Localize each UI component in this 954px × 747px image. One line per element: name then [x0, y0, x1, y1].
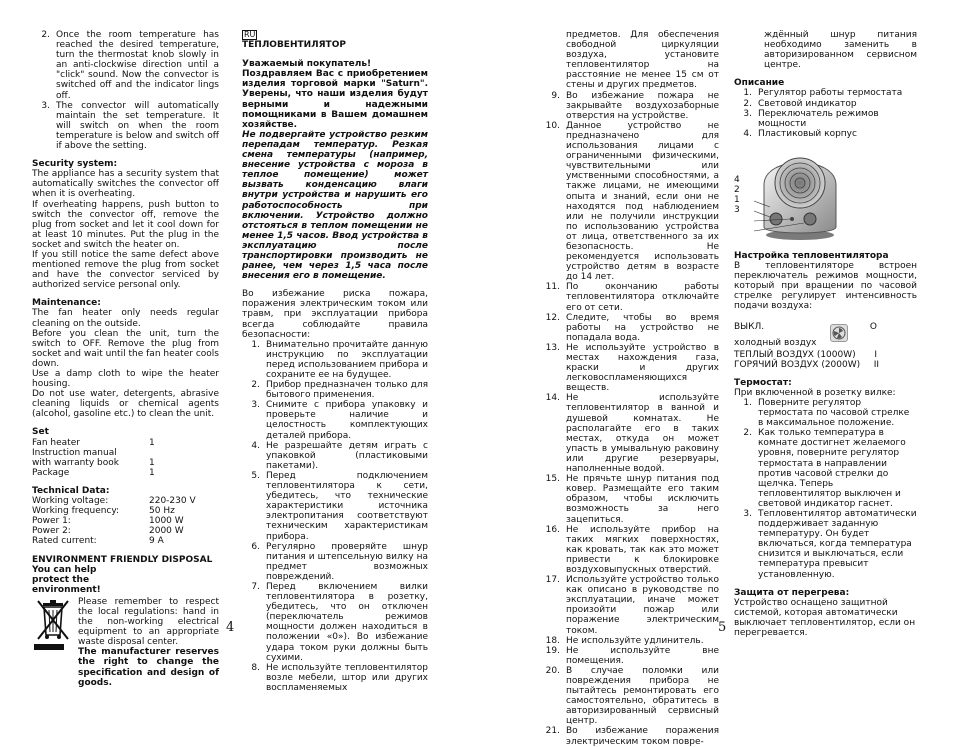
list-item — [542, 525, 719, 575]
item-number: 16. — [545, 524, 560, 535]
item-text: Не используйте тепловентилятор в ванной и душевой комнатах. Не располагайте его в таких местах, откуда он может упасть в умывальную раковину или другие резервуары, наполненные водой. — [566, 393, 719, 475]
item-number: 10. — [545, 120, 560, 131]
set-heading: Set — [32, 427, 49, 438]
item-text: В случае поломки или повреждения прибора не пытайтесь ремонтировать его самостоятельно, обратитесь в авторизированный сервисный центр. — [566, 665, 719, 727]
thermostat-intro: При включенной в розетку вилке: — [734, 387, 896, 398]
item-number: 2. — [251, 380, 260, 391]
tech-value: 220-230 V — [149, 496, 196, 507]
tech-row — [32, 516, 219, 526]
list-item — [734, 398, 917, 428]
item-text: Световой индикатор — [758, 98, 857, 109]
tech-label: Working voltage: — [32, 496, 109, 507]
list-item — [542, 30, 719, 91]
tech-label: Power 1: — [32, 516, 71, 527]
item-number: 9. — [551, 90, 560, 101]
list-item — [242, 471, 428, 542]
tech-row — [32, 536, 219, 546]
item-number: 7. — [251, 581, 260, 592]
continued-text: ждённый шнур питания необходимо заменить в авторизированном сервисном центре. — [764, 30, 917, 71]
list-item — [542, 121, 719, 283]
list-item — [734, 129, 917, 139]
list-item — [542, 646, 719, 666]
set-label: Fan heater — [32, 437, 80, 448]
item-number: 18. — [545, 635, 560, 646]
set-value — [149, 448, 219, 458]
item-text: Следите, чтобы во время работы на устройство не попадала вода. — [566, 312, 719, 343]
disposal-text: Please remember to respect the local regulations: hand in the non-working electrical equipment to an appropriate waste disposal center. — [78, 596, 219, 648]
temperature-warning: Не подвергайте устройство резким перепадам температур. Резкая смена температуры (например, внесение устройства с мороза в теплое помещение) может вызвать конденсацию влаги внутри устройства и нарушить его работоспособность при включении. Устройство должно отстояться в теплом помещении не менее 1,5 часов. Ввод устройства в эксплуатацию после транспортировки производить не ранее, чем через 1,5 часа после внесения его в помещение. — [242, 129, 428, 282]
fan-symbol-row — [734, 332, 917, 350]
item-text: предметов. Для обеспечения свободной циркуляции воздуха, установите тепловентилятор на расстояние не менее 15 см от стены и других предметов. — [566, 30, 719, 91]
tech-label: Rated current: — [32, 536, 97, 547]
list-item — [242, 542, 428, 582]
list-item — [542, 393, 719, 474]
callout-label: 1 — [734, 194, 740, 205]
item-text: Поверните регулятор термостата по часовой стрелке в максимальное положение. — [758, 397, 910, 429]
item-number: 1. — [743, 88, 752, 99]
item-text: Перед подключением тепловентилятора к сети, убедитесь, что технические характеристики источника электропитания соответствуют техническим характеристикам прибора. — [266, 470, 428, 542]
english-column — [32, 30, 219, 688]
set-value: 1 — [149, 437, 155, 448]
item-text: Во избежание поражения электрическим током повре- — [566, 726, 719, 747]
set-label: with warranty book — [32, 457, 119, 468]
list-item — [542, 91, 719, 121]
item-text: Не используйте вне помещения. — [566, 645, 719, 666]
thermostat-steps-list — [32, 30, 219, 151]
item-number: 11. — [545, 282, 560, 293]
tech-row — [32, 526, 219, 536]
list-item — [242, 380, 428, 400]
tech-value: 50 Hz — [149, 506, 175, 517]
mode-symbol: II — [873, 359, 879, 370]
set-table — [32, 438, 219, 478]
item-number: 8. — [251, 662, 260, 673]
item-text: The convector will automatically maintain the set temperature. It will switch on when the room temperature is below and switch off if above the setting. — [56, 100, 219, 152]
item-number: 14. — [545, 393, 560, 404]
product-title: ТЕПЛОВЕНТИЛЯТОР — [242, 40, 346, 51]
list-item — [542, 343, 719, 393]
list-item — [542, 726, 719, 746]
item-number: 2. — [743, 98, 752, 109]
page-number: 4 — [226, 620, 235, 635]
mode-label: ТЕПЛЫЙ ВОЗДУХ (1000W) — [734, 349, 856, 360]
list-item — [542, 636, 719, 646]
item-number: 5. — [251, 470, 260, 481]
list-item — [242, 340, 428, 380]
item-number: 4. — [743, 128, 752, 139]
item-text: Не используйте тепловентилятор возле мебели, штор или других воспламеняемых — [266, 662, 428, 693]
item-text: По окончанию работы тепловентилятора отключайте его от сети. — [566, 282, 719, 313]
tech-value: 1000 W — [149, 516, 184, 527]
list-item — [542, 575, 719, 636]
item-text: Прибор предназначен только для бытового применения. — [266, 380, 428, 401]
item-number: 13. — [545, 342, 560, 353]
item-number: 19. — [545, 645, 560, 656]
list-item — [734, 509, 917, 580]
fan-heater-illustration — [734, 145, 846, 241]
tech-value: 2000 W — [149, 526, 184, 537]
item-text: Переключатель режимов мощности — [758, 108, 879, 129]
item-text: Внимательно прочитайте данную инструкцию по эксплуатации перед использованием прибора и сохраните ее на будущее. — [266, 339, 428, 380]
set-value: 1 — [149, 457, 155, 468]
item-number: 21. — [545, 726, 560, 737]
list-item — [542, 666, 719, 727]
set-value: 1 — [149, 467, 155, 478]
russian-description-column — [734, 30, 917, 638]
overheat-text: Устройство оснащено защитной системой, которая автоматически выключает тепловентилятор, если он перегревается. — [734, 597, 916, 639]
item-text: Не прячьте шнур питания под ковер. Размещайте его таким образом, чтобы исключить возможность за него зацепиться. — [566, 474, 719, 525]
setup-heading: Настройка тепловентилятора — [734, 250, 889, 261]
item-text: Регулятор работы термостата — [758, 88, 903, 99]
item-number: 12. — [545, 312, 560, 323]
set-label: Instruction manual — [32, 447, 117, 458]
overheat-heading: Защита от перегрева: — [734, 587, 850, 598]
set-row — [32, 468, 219, 478]
tech-data-heading: Technical Data: — [32, 485, 110, 496]
safety-list-continued — [542, 30, 719, 747]
mode-symbol: I — [874, 349, 877, 360]
disposal-block — [32, 597, 219, 688]
security-text: The appliance has a security system that automatically switches the convector off when it is overheating. If overheating happens, push button to switch the convector off, remove the plug from socket and let it cool down for at least 10 minutes. Put the plug in the socket and switch the heater on. If you still notice the same defect above mentioned remove the plug from socket and have the convector serviced by authorized service personal only. — [32, 169, 219, 291]
list-item — [242, 400, 428, 440]
item-text: Не используйте удлинитель. — [566, 635, 704, 646]
item-number: 3. — [251, 400, 260, 411]
list-item — [542, 313, 719, 343]
list-item — [242, 441, 428, 471]
maintenance-heading: Maintenance: — [32, 298, 101, 309]
description-list — [734, 88, 917, 138]
item-number: 3. — [743, 509, 752, 519]
mode-hot-row — [734, 360, 917, 370]
tech-data-table — [32, 496, 219, 546]
mode-label: ВЫКЛ. — [734, 321, 765, 332]
list-item — [242, 663, 428, 693]
callout-label: 2 — [734, 184, 740, 195]
item-text: Пластиковый корпус — [758, 128, 857, 139]
thermostat-heading: Термостат: — [734, 377, 792, 388]
item-number: 1. — [743, 397, 752, 408]
fan-mode-icon — [830, 324, 848, 342]
greeting: Уважаемый покупатель! — [242, 59, 372, 70]
set-row — [32, 458, 219, 468]
congratulation-text: Поздравляем Вас с приобретением изделия торговой марки "Saturn". Уверены, что наши изделия будут верными и надежными помощниками в Вашем домашнем хозяйстве. — [242, 69, 428, 130]
item-number: 3. — [41, 100, 50, 111]
maintenance-text: The fan heater only needs regular cleaning on the outside. Before you clean the unit, turn the switch to OFF. Remove the plug from socket and wait until the fan heater cools down. Use a damp cloth to wipe the heater housing. Do not use water, detergents, abrasive cleaning liquids or chemical agents (alcohol, gasoline etc.) to clean the unit. — [32, 308, 219, 420]
list-item — [32, 30, 219, 101]
mode-label: ГОРЯЧИЙ ВОЗДУХ (2000W) — [734, 359, 861, 370]
crossed-bin-icon — [32, 597, 78, 655]
tech-row — [32, 496, 219, 506]
callout-label: 3 — [734, 204, 740, 215]
item-text: Не разрешайте детям играть с упаковкой (пластиковыми пакетами). — [266, 440, 428, 471]
tech-label: Power 2: — [32, 526, 71, 537]
item-text: Данное устройство не предназначено для использования лицами с ограниченными физическими, чувствительными или умственными способностями, а также лицами, не имеющими опыта и знаний, если они не находятся под наблюдением или не получили инструкции по использованию устройства от лица, ответственного за их безопасность. Не рекомендуется использовать устройство детям в возрасте до 14 лет. — [566, 120, 719, 283]
figure-callouts — [734, 175, 740, 215]
tech-value: 9 A — [149, 536, 164, 547]
item-number: 17. — [545, 575, 560, 586]
item-number: 2. — [743, 428, 752, 439]
list-item — [32, 101, 219, 151]
callout-label: 4 — [734, 174, 740, 185]
item-text: Как только температура в комнате достигнет желаемого уровня, поверните регулятор термостата в направлении против часовой стрелки до щелчка. Теперь тепловентилятор выключен и световой индикатор гаснет. — [758, 428, 906, 509]
security-heading: Security system: — [32, 159, 118, 170]
item-number: 4. — [251, 440, 260, 451]
item-number: 6. — [251, 541, 260, 552]
setup-text: В тепловентиляторе встроен переключатель режимов мощности, который при вращении по часовой стрелке регулирует интенсивность подачи воздуха: — [734, 261, 917, 312]
cold-air-label: холодный воздух — [734, 337, 817, 348]
list-item — [542, 282, 719, 312]
item-text: Перед включением вилки тепловентилятора в розетку, убедитесь, что он отключен (переключатель режимов мощности должен находиться в положении «0»). Во избежание удара током руки должны быть сухими. — [266, 581, 428, 663]
list-item — [734, 99, 917, 109]
item-text: Во избежание пожара не закрывайте воздухозаборные отверстия на устройстве. — [566, 90, 719, 121]
item-text: Тепловентилятор автоматически поддерживает заданную температуру. Он будет включаться, когда температура снизится и выключаться, если температура превысит установленную. — [758, 509, 917, 580]
item-text: Регулярно проверяйте шнур питания и штепсельную вилку на предмет возможных повреждений. — [266, 541, 428, 582]
list-item — [242, 582, 428, 663]
russian-safety-column — [542, 30, 719, 747]
item-text: Используйте устройство только как описано в руководстве по эксплуатации, иначе может произойти пожар или поражение электрическим током. — [566, 575, 719, 636]
item-text: Снимите с прибора упаковку и проверьте наличие и целостность комплектующих деталей прибора. — [266, 400, 428, 441]
language-tag: RU — [244, 30, 256, 39]
set-row — [32, 438, 219, 448]
environment-heading: ENVIRONMENT FRIENDLY DISPOSAL — [32, 554, 213, 565]
list-item — [734, 109, 917, 129]
item-text: Once the room temperature has reached the desired temperature, turn the thermostat knob slowly in an anti-clockwise direction until a "click" sound. Now the convector is switched off and the indicator lings off. — [56, 30, 219, 101]
safety-list — [242, 340, 428, 693]
item-number: 20. — [545, 665, 560, 676]
reserve-notice: The manufacturer reserves the right to change the specification and design of goods. — [78, 647, 219, 688]
item-number: 1. — [251, 339, 260, 350]
item-text: Не используйте устройство в местах нахождения газа, краски и других легковоспламеняющихся веществ. — [566, 342, 719, 394]
environment-lead: You can help protect the environment! — [32, 564, 101, 595]
item-number: 3. — [743, 108, 752, 119]
item-number — [542, 30, 566, 91]
set-label: Package — [32, 467, 70, 478]
list-item — [542, 474, 719, 524]
description-heading: Описание — [734, 78, 785, 89]
thermostat-list — [734, 398, 917, 580]
list-item — [734, 88, 917, 98]
mode-symbol: O — [869, 321, 877, 332]
item-number: 2. — [41, 30, 50, 40]
tech-row — [32, 506, 219, 516]
page-number: 5 — [718, 620, 727, 635]
russian-intro-column — [242, 30, 428, 693]
safety-intro: Во избежание риска пожара, поражения электрическим током или травм, при эксплуатации прибора всегда соблюдайте правила безопасности: — [242, 289, 428, 340]
set-row — [32, 448, 219, 458]
list-item — [734, 428, 917, 509]
tech-label: Working frequency: — [32, 506, 120, 517]
mode-warm-row — [734, 350, 917, 360]
item-number: 15. — [545, 474, 560, 485]
mode-off-row — [734, 322, 917, 332]
item-text: Не используйте прибор на таких мягких поверхностях, как кровать, так как это может привести к блокировке воздуховыпускных отверстий. — [566, 524, 719, 575]
